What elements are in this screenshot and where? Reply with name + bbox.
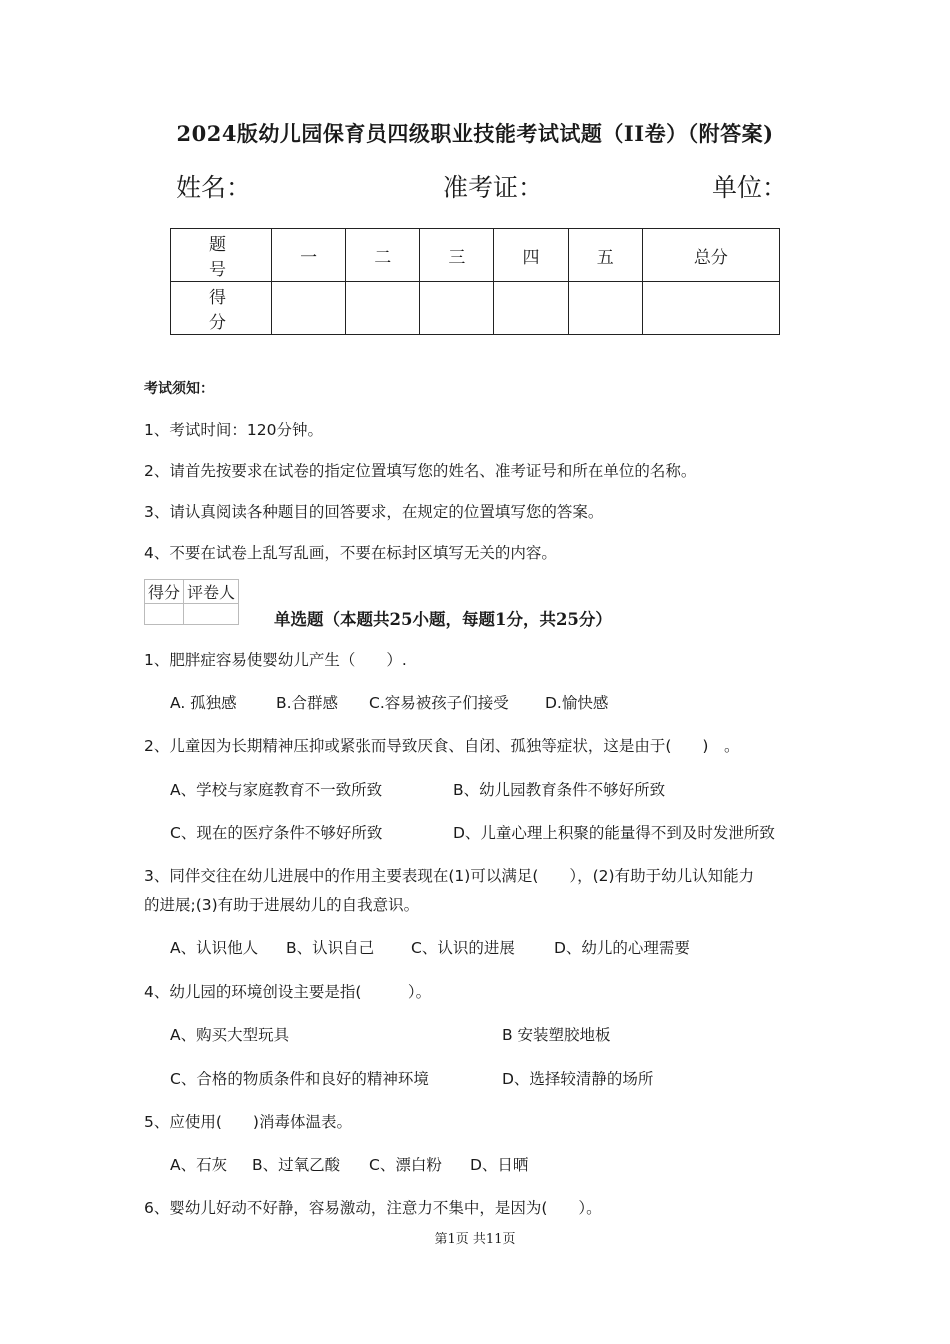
question-option: C、漂白粉: [369, 1156, 442, 1174]
score-table-header-cell: 三: [420, 229, 494, 282]
question-option: A、认识他人: [170, 939, 259, 957]
score-table-header-cell: 四: [494, 229, 568, 282]
question-stem-continued: 的进展;(3)有助于进展幼儿的自我意识。: [144, 896, 420, 914]
score-table: [170, 228, 780, 335]
grader-score-label: 得分: [145, 580, 184, 604]
question-option: C、现在的医疗条件不够好所致: [170, 824, 383, 842]
question-option: B.合群感: [276, 694, 339, 712]
score-table-header-cell: 总分: [642, 229, 779, 282]
notice-item: 4、不要在试卷上乱写乱画，不要在标封区填写无关的内容。: [144, 544, 557, 562]
page-footer: 第1页 共11页: [434, 1232, 516, 1247]
question-option: B、幼儿园教育条件不够好所致: [453, 781, 666, 799]
question-option: C、认识的进展: [411, 939, 515, 957]
grader-reviewer-cell[interactable]: [184, 604, 239, 625]
question-option: A、学校与家庭教育不一致所致: [170, 781, 383, 799]
question-option: D.愉快感: [545, 694, 609, 712]
score-cell[interactable]: [346, 282, 420, 335]
exam-number-label: 准考证：: [443, 173, 544, 202]
score-table-header-row: [171, 229, 780, 282]
question-option: A. 孤独感: [170, 694, 237, 712]
question-option: A、石灰: [170, 1156, 228, 1174]
notice-heading: 考试须知：: [144, 381, 214, 397]
question-option: B 安装塑胶地板: [502, 1026, 611, 1044]
score-cell[interactable]: [494, 282, 568, 335]
question-stem: 1、肥胖症容易使婴幼儿产生（ ）.: [144, 651, 407, 669]
score-table-score-row: [171, 282, 780, 335]
question-option: D、幼儿的心理需要: [554, 939, 690, 957]
question-stem: 6、婴幼儿好动不好静，容易激动，注意力不集中，是因为( ）。: [144, 1199, 602, 1217]
page-title: 2024版幼儿园保育员四级职业技能考试试题（II卷）（附答案): [176, 121, 774, 146]
question-option: D、日晒: [470, 1156, 529, 1174]
question-stem: 5、应使用( )消毒体温表。: [144, 1113, 352, 1131]
score-table-header-cell: 一: [272, 229, 346, 282]
grader-box: [144, 579, 239, 625]
score-table-header-cell: 题 号: [171, 229, 272, 282]
grader-reviewer-label: 评卷人: [184, 580, 239, 604]
score-cell[interactable]: [568, 282, 642, 335]
score-table-header-cell: 五: [568, 229, 642, 282]
score-cell[interactable]: [642, 282, 779, 335]
score-cell[interactable]: [272, 282, 346, 335]
question-option: D、儿童心理上积聚的能量得不到及时发泄所致: [453, 824, 775, 842]
section-title: 单选题（本题共25小题，每题1分，共25分）: [274, 610, 612, 629]
notice-item: 1、考试时间：120分钟。: [144, 421, 323, 439]
score-cell[interactable]: [420, 282, 494, 335]
name-label: 姓名：: [176, 173, 252, 202]
grader-score-cell[interactable]: [145, 604, 184, 625]
score-row-label: 得 分: [171, 282, 272, 335]
question-stem: 3、同伴交往在幼儿进展中的作用主要表现在(1)可以满足( ），(2)有助于幼儿认知能力: [144, 867, 755, 885]
notice-item: 3、请认真阅读各种题目的回答要求，在规定的位置填写您的答案。: [144, 503, 604, 521]
question-option: B、认识自己: [286, 939, 375, 957]
question-option: C、合格的物质条件和良好的精神环境: [170, 1070, 429, 1088]
notice-item: 2、请首先按要求在试卷的指定位置填写您的姓名、准考证号和所在单位的名称。: [144, 462, 697, 480]
score-table-header-cell: 二: [346, 229, 420, 282]
question-stem: 2、儿童因为长期精神压抑或紧张而导致厌食、自闭、孤独等症状，这是由于( ) 。: [144, 737, 740, 755]
question-option: D、选择较清静的场所: [502, 1070, 654, 1088]
question-option: B、过氧乙酸: [252, 1156, 341, 1174]
unit-label: 单位：: [712, 173, 788, 202]
question-stem: 4、幼儿园的环境创设主要是指( ）。: [144, 983, 432, 1001]
question-option: A、购买大型玩具: [170, 1026, 290, 1044]
question-option: C.容易被孩子们接受: [369, 694, 509, 712]
